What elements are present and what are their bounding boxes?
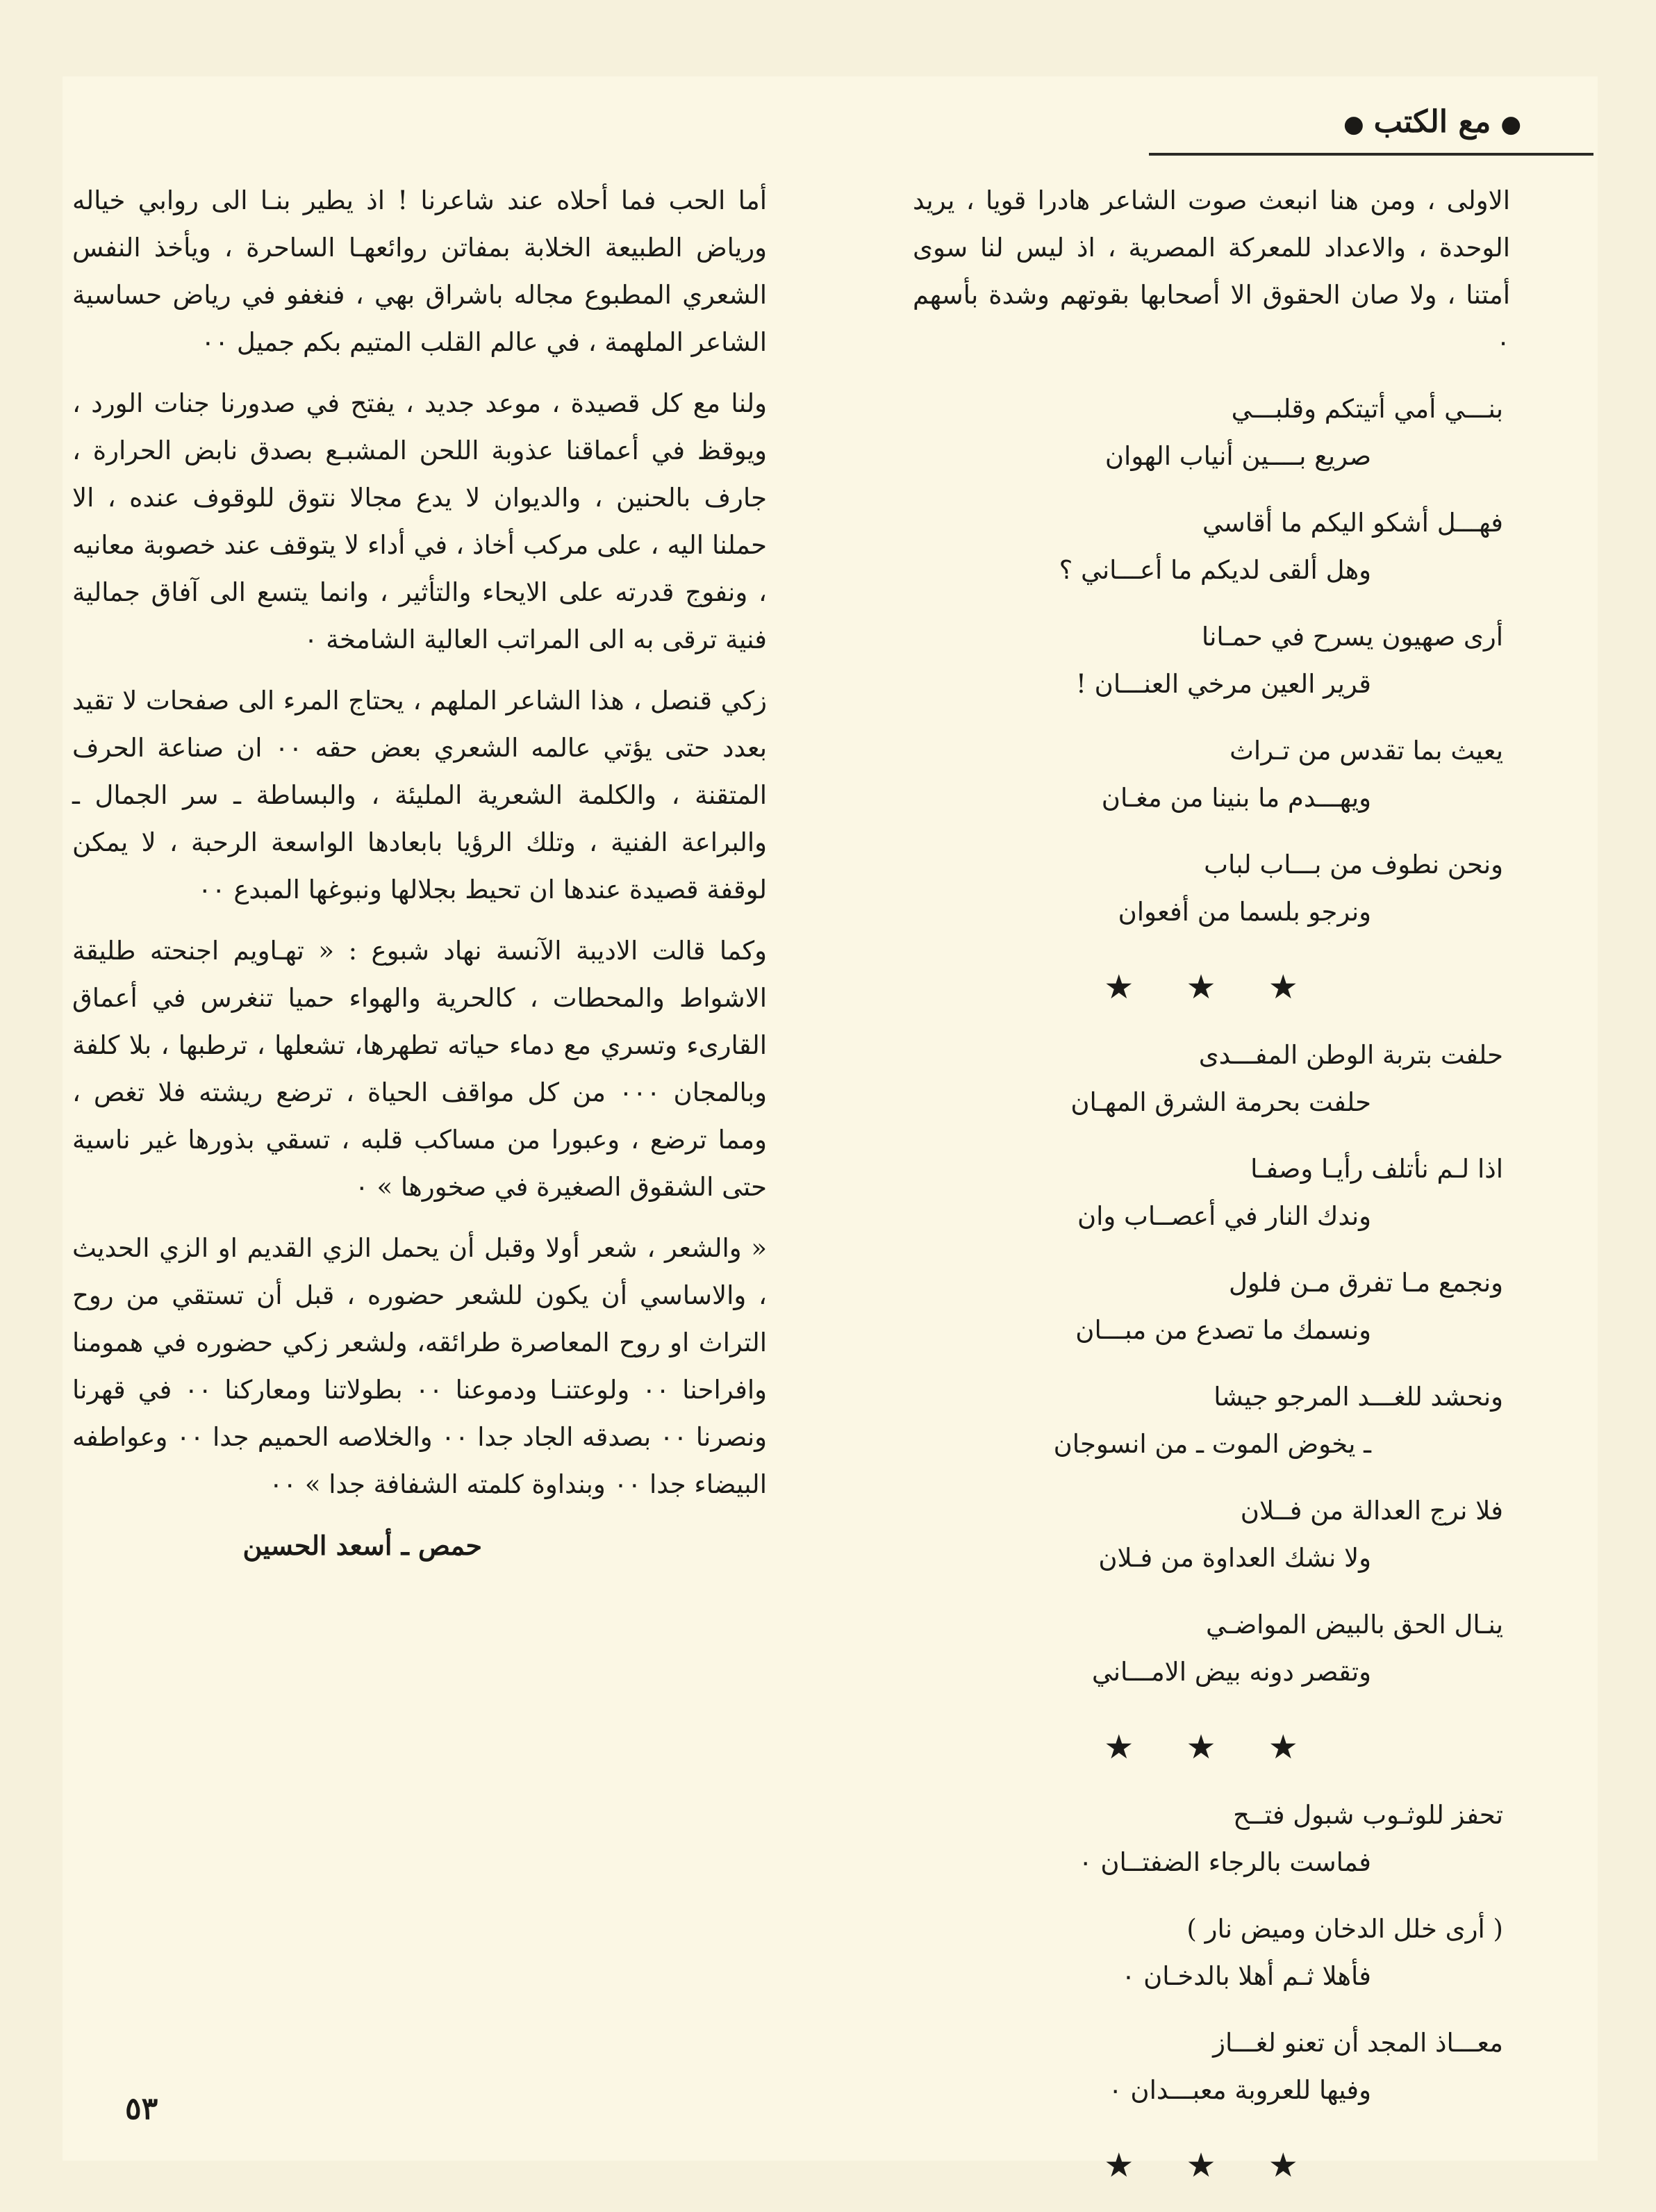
paragraph: أما الحب فما أحلاه عند شاعرنا ! اذ يطير بنـا الى روابي خياله ورياض الطبيعة الخلابة بمفاتن روائعهـا الساحرة ، ويأخذ النفس الشعري المطبوع مجاله باشراق بهي ، فنغفو في رياض حساسية الشاعر الملهمة ، في عالم القلب المتيم بكم جميل ٠٠ (72, 185, 767, 357)
poem-block-3 (913, 1792, 1510, 2114)
verse: فهـــل أشكو اليكم ما أقاسي وهل ألقى لديكم ما أعـــاني ؟ (1059, 508, 1503, 585)
paragraph: « والشعر ، شعر أولا وقبل أن يحمل الزي القديم او الزي الحديث ، والاساسي أن يكون للشعر حضوره ، قبل أن تستقي من روح التراث او روح المعاصرة طرائقه، ولشعر زكي حضوره في همومنا وافراحنا ٠٠ ولوعتنـا ودموعنا ٠٠ بطولاتنا ومعاركنا ٠٠ في قهرنا ونصرنا ٠٠ بصدقه الجاد جدا ٠٠ والخلاصه الحميم جدا ٠٠ وعواطفه البيضاء جدا ٠٠ وبنداوة كلمته الشفافة جدا » ٠٠ (72, 1233, 768, 1499)
verse: ( أرى خلل الدخان وميض نار ) فأهلا ثـم أهلا بالدخـان ٠ (1121, 1914, 1503, 1991)
header-divider (1149, 153, 1593, 156)
verse: بنـــي أمي أتيتكم وقلبـــي صريع بــــين أنياب الهوان (1104, 394, 1503, 471)
verse: يعيث بما تقدس من تـراث ويهـــدم ما بنينا من مغـان (1101, 736, 1503, 813)
paragraph: زكي قنصل ، هذا الشاعر الملهم ، يحتاج المرء الى صفحات لا تقيد بعدد حتى يؤتي عالمه الشعري بعض حقه ٠٠ ان صناعة الحرف المتقنة ، والكلمة الشعرية المليئة ، والبساطة ـ سر الجمال ـ والبراعة الفنية ، وتلك الرؤيا بابعادها الواسعة الرحبة ، لا يمكن لوقفة قصيدة عندها ان تحيط بجلالها ونبوغها المبدع ٠٠ (72, 686, 767, 905)
poem-block-1 (913, 386, 1510, 936)
verse: ونحشد للغـــد المرجو جيشا ـ يخوض الموت ـ من انسوجان (1053, 1382, 1503, 1459)
verse: ينـال الحق بالبيض المواضـي وتقصر دونه بيض الامـــاني (1091, 1610, 1503, 1687)
verse: فلا نرج العدالة من فــلان ولا نشك العداوة من فـلان (1098, 1496, 1503, 1573)
section-header (1334, 104, 1531, 140)
verse: ونجمع مـا تفرق مـن فلول ونسمك ما تصدع من مبـــان (1075, 1268, 1503, 1345)
paragraph: ولنا مع كل قصيدة ، موعد جديد ، يفتح في صدورنا جنات الورد ، ويوقظ في أعماقنا عذوبة اللحن المشبـع بصدق نابض الحرارة ، جارف بالحنين ، والديوان لا يدع مجالا نتوق للوقوف عنده ، الا حملنا اليه ، على مركب أخاذ ، في أداء لا يتوقف عند خصوبة معانيه ، ونفوج قدرته على الايحاء والتأثير ، وانما يتسع الى آفاق جمالية فنية ترقى به الى المراتب العالية الشامخة ٠ (72, 388, 767, 654)
poem-block-2 (913, 1032, 1510, 1696)
page-number: ٥٣ (125, 2091, 158, 2127)
star-separator-icon: ★ ★ ★ (1104, 968, 1319, 1007)
verse: أرى صهيون يسرح في حمـانا قرير العين مرخي العنـــان ! (1076, 622, 1503, 699)
left-column (72, 177, 767, 1569)
author-signature: حمص ـ أسعد الحسين (242, 1530, 482, 1561)
right-column (913, 177, 1510, 2210)
verse: معـــاذ المجد أن تعنو لغـــاز وفيها للعروبة معبـــدان ٠ (1108, 2028, 1503, 2105)
verse: تحفز للوثـوب شبول فتــح فماست بالرجاء الضفتــان ٠ (1078, 1800, 1503, 1877)
section-title: مع الكتب (1373, 104, 1491, 140)
paragraph: وكما قالت الاديبة الآنسة نهاد شبوع : « تهـاويم اجنحته طليقة الاشواط والمحطات ، كالحرية والهواء حميا تنغرس في أعماق القارىء وتسري مع دماء حياته تطهرها، تشعلها ، ترطبها ، بلا كلفة وبالمجان ٠٠٠ من كل مواقف الحياة ، ترضع ريشته فلا تغص ، ومما ترضع ، وعبورا من مساكب قلبه ، تسقي بذورها غير ناسية حتى الشقوق الصغيرة في صخورها » ٠ (72, 936, 767, 1202)
intro-paragraph: الاولى ، ومن هنا انبعث صوت الشاعر هادرا قويا ، يريد الوحدة ، والاعداد للمعركة المصرية ، اذ ليس لنا سوى أمتنا ، ولا صان الحقوق الا أصحابها بقوتهم وشدة بأسهم ٠ (913, 185, 1510, 357)
star-separator-icon: ★ ★ ★ (1104, 1728, 1319, 1767)
verse: اذا لـم نأتلف رأيـا وصفـا وندك النار في أعصــاب وان (1077, 1154, 1503, 1231)
bullet-icon: ● (1343, 110, 1364, 138)
star-separator-icon: ★ ★ ★ (1104, 2146, 1319, 2185)
bullet-icon: ● (1500, 110, 1521, 138)
verse: ونحن نطوف من بـــاب لباب ونرجو بلسما من أفعوان (1118, 850, 1503, 927)
verse: حلفت بتربة الوطن المفـــدى حلفت بحرمة الشرق المهـان (1070, 1040, 1503, 1117)
